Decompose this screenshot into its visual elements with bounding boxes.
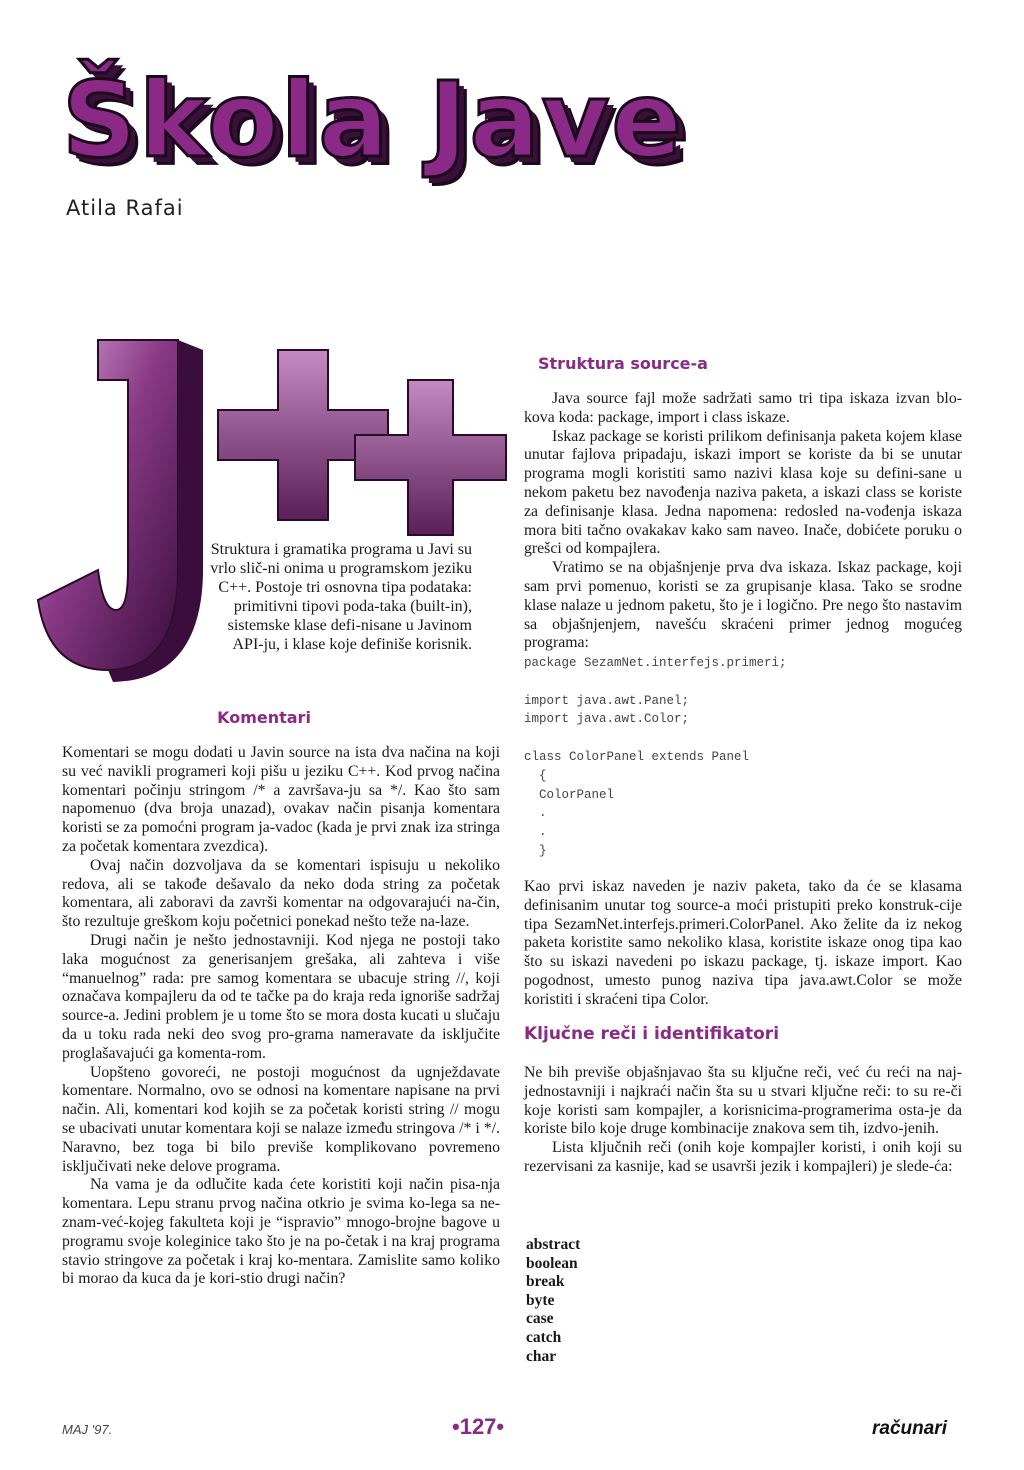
paragraph: Iskaz package se koristi prilikom definisanja paketa kojem klase unutar fajlova pripadaju, iskazi import se koriste da bi se unutar programa mogli koristiti samo nazivi klasa koje su defini-sane u nekom paketu bez navođenja naziva paketa, a iskazi class se koriste za definisanje klasa. Jedna napomena: redosled na-vođenja iskaza mora biti tačno ovakakav kako sam naveo. Inače, dobićete poruku o grešci od kompajlera. bbox=[524, 427, 962, 558]
paragraph: Komentari se mogu dodati u Javin source na ista dva načina na koji su već navikli programeri koji pišu u jeziku C++. Kod prvog načina komentari počinju stringom /* a završava-ju sa */. Kao što sam napomenuo (dva broja unazad), ovakav način pisanja komentara koristi se za pomoćni program ja-vadoc (kada je prvi znak iza stringa za početak komentara zvezdica). bbox=[62, 744, 500, 855]
issue-date: MAJ '97. bbox=[62, 1422, 113, 1437]
keyword-item: char bbox=[526, 1347, 557, 1365]
keyword-item: abstract bbox=[526, 1236, 581, 1253]
keyword-list bbox=[526, 1236, 580, 1366]
paragraph: Kao prvi iskaz naveden je naziv paketa, tako da će se klasama definisanim unutar tog source-a moći pristupiti preko konstruk-cije tipa SezamNet.interfejs.primeri.ColorPanel. Ako želite da iz nekog paketa koristite samo nekoliko klasa, koristite iskaze onog tipa kao što su iskazi navedeni po iskazu package, tj. iskaze import. Kao pogodnost, umesto punog naziva tipa java.awt.Color se može koristiti i skraćeni tipa Color. bbox=[524, 878, 962, 1008]
keyword-item: boolean bbox=[526, 1254, 578, 1272]
column-struktura bbox=[524, 390, 962, 653]
column-struktura-cont bbox=[524, 878, 962, 1010]
code-sample: package SezamNet.interfejs.primeri; import java.awt.Panel; import java.awt.Color; class ColorPanel extends Panel { ColorPanel . . } bbox=[524, 656, 787, 858]
keyword-item: catch bbox=[526, 1328, 562, 1346]
keyword-item: byte bbox=[526, 1291, 555, 1309]
paragraph: Uopšteno govoreći, ne postoji mogućnost da ugnježdavate komentare. Normalno, ovo se odnosi na komentare napisane na prvi način. Ali, komentari kod kojih se za početak koristi string // mogu se ubacivati unutar komentara koji se nalaze između stringova /* i */. Naravno, bez toga bi bilo previše komplikovano povremeno isključivati neke delove programa. bbox=[62, 1063, 500, 1175]
page-number: •127• bbox=[452, 1414, 505, 1439]
paragraph: Java source fajl može sadržati samo tri tipa iskaza izvan blo-kova koda: package, import i class iskaze. bbox=[524, 390, 962, 426]
paragraph: Vratimo se na objašnjenje prva dva iskaza. Iskaz package, koji sam prvi pomenuo, koristi se za grupisanje klasa. Tako se srodne klase nalaze u jednom paketu, što je i logično. Pre nego što nastavim sa objašnjenjem, navešću skraćeni primer jednog mogućeg programa: bbox=[524, 559, 962, 652]
article-title: Škola Jave bbox=[62, 59, 684, 181]
article-author: Atila Rafai bbox=[66, 196, 184, 220]
paragraph: Ovaj način dozvoljava da se komentari ispisuju u nekoliko redova, ali se takođe dešavalo da neko doda string za početak komentara, ali zaboravi da završi komentar na odgovarajući na-čin, što rezultuje greškom koju početnici ponekad nešto teže na-laze. bbox=[62, 856, 500, 931]
column-kljucne-reci bbox=[524, 1064, 962, 1177]
paragraph: Drugi način je nešto jednostavniji. Kod njega ne postoji tako laka mogućnost za generisanjem grešaka, ali zahteva i više “manuelnog” rada: pre samog komentara se ubacuje string //, koji označava kompajleru da od te tačke pa do kraja reda ignoriše sadržaj source-a. Jedini problem je u tome što se mora dosta kucati u slučaju da u toku rada neki deo svog pro-grama nameravate da isključite proglašavajući ga komenta-rom. bbox=[62, 931, 500, 1062]
paragraph: Lista ključnih reči (onih koje kompajler koristi, i onih koji su rezervisani za kasnije, kad se usavrši jezik i kompajleri) je slede-ća: bbox=[524, 1139, 962, 1175]
heading-struktura: Struktura source-a bbox=[538, 354, 708, 373]
heading-kljucne-reci: Ključne reči i identifikatori bbox=[524, 1024, 780, 1044]
magazine-name: računari bbox=[872, 1418, 947, 1439]
intro-text: Struktura i gramatika programa u Javi su vrlo slič-ni onima u programskom jeziku C++. Postoje tri osnovna tipa podataka: primitivni tipovi poda-taka (built-in), sistemske klase defi-nisane u Javinom API-ju, i klase koje definiše korisnik. bbox=[210, 541, 472, 653]
column-komentari bbox=[62, 744, 500, 1289]
paragraph: Na vama je da odlučite kada ćete koristiti koji način pisa-nja komentara. Lepu stranu prvog načina otkrio je svima ko-lega sa ne-znam-već-kojeg fakulteta koji je “ispravio” mnogo-brojne bagove u programu svoje koleginice tako što je na po-četak i na kraj programa stavio stringove za početak i kraj ko-mentara. Zamislite samo koliko bi morao da kuca da je kori-stio drugi način? bbox=[62, 1176, 500, 1288]
heading-komentari: Komentari bbox=[217, 708, 311, 727]
keyword-item: break bbox=[526, 1273, 565, 1291]
paragraph: Ne bih previše objašnjavao šta su ključne reči, već ću reći na naj-jednostavniji i najkraći način šta su u stvari ključne reči: to su re-či koje koristi sam kompajler, a korisnicima-programerima osta-je da koriste bilo koje druge kombinacije znakova sem tih, izdvo-jenih. bbox=[524, 1064, 962, 1138]
keyword-item: case bbox=[526, 1310, 554, 1328]
